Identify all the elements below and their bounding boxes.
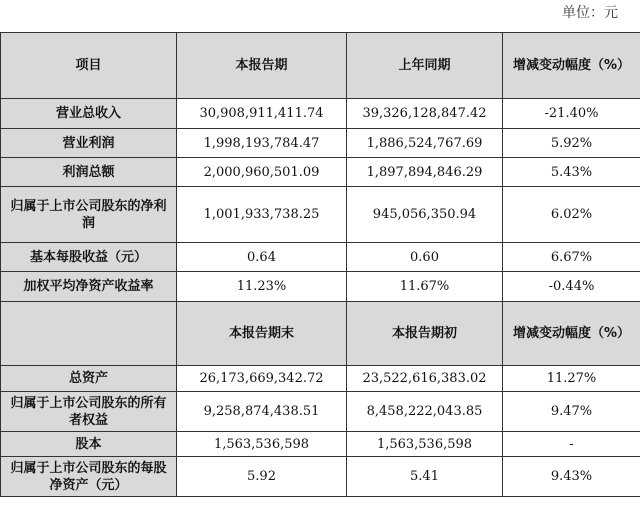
table-row bbox=[1, 243, 640, 272]
header-period-start: 本报告期初 bbox=[347, 302, 503, 366]
header-change: 增减变动幅度（%） bbox=[503, 302, 640, 366]
change-value: 6.02% bbox=[503, 187, 640, 243]
previous-value: 23,522,616,383.02 bbox=[347, 366, 503, 392]
unit-label: 单位：元 bbox=[562, 5, 618, 21]
previous-value: 39,326,128,847.42 bbox=[347, 99, 503, 129]
current-value: 5.92 bbox=[177, 457, 347, 497]
previous-value: 1,563,536,598 bbox=[347, 432, 503, 457]
change-value: 5.43% bbox=[503, 158, 640, 187]
current-value: 1,001,933,738.25 bbox=[177, 187, 347, 243]
current-value: 1,998,193,784.47 bbox=[177, 129, 347, 158]
previous-value: 945,056,350.94 bbox=[347, 187, 503, 243]
row-label: 归属于上市公司股东的净利润 bbox=[1, 187, 177, 243]
table-row bbox=[1, 457, 640, 497]
current-value: 2,000,960,501.09 bbox=[177, 158, 347, 187]
previous-value: 1,886,524,767.69 bbox=[347, 129, 503, 158]
previous-value: 11.67% bbox=[347, 272, 503, 302]
financial-summary-table bbox=[0, 32, 640, 497]
change-value: -0.44% bbox=[503, 272, 640, 302]
current-value: 9,258,874,438.51 bbox=[177, 392, 347, 432]
row-label: 营业利润 bbox=[1, 129, 177, 158]
change-value: 9.47% bbox=[503, 392, 640, 432]
header-change: 增减变动幅度（%） bbox=[503, 33, 640, 99]
current-value: 26,173,669,342.72 bbox=[177, 366, 347, 392]
previous-value: 5.41 bbox=[347, 457, 503, 497]
table-row bbox=[1, 129, 640, 158]
current-value: 0.64 bbox=[177, 243, 347, 272]
change-value: 11.27% bbox=[503, 366, 640, 392]
header-prior-period: 上年同期 bbox=[347, 33, 503, 99]
row-label: 利润总额 bbox=[1, 158, 177, 187]
current-value: 11.23% bbox=[177, 272, 347, 302]
previous-value: 8,458,222,043.85 bbox=[347, 392, 503, 432]
current-value: 30,908,911,411.74 bbox=[177, 99, 347, 129]
row-label: 加权平均净资产收益率 bbox=[1, 272, 177, 302]
change-value: 9.43% bbox=[503, 457, 640, 497]
row-label: 归属于上市公司股东的所有者权益 bbox=[1, 392, 177, 432]
change-value: -21.40% bbox=[503, 99, 640, 129]
header-current-period: 本报告期 bbox=[177, 33, 347, 99]
header-blank bbox=[1, 302, 177, 366]
table-row bbox=[1, 99, 640, 129]
change-value: 6.67% bbox=[503, 243, 640, 272]
table-row bbox=[1, 432, 640, 457]
row-label: 营业总收入 bbox=[1, 99, 177, 129]
row-label: 归属于上市公司股东的每股净资产（元） bbox=[1, 457, 177, 497]
section2-header-row bbox=[1, 302, 640, 366]
row-label: 股本 bbox=[1, 432, 177, 457]
table-row bbox=[1, 392, 640, 432]
section1-header-row bbox=[1, 33, 640, 99]
header-item: 项目 bbox=[1, 33, 177, 99]
table-row bbox=[1, 272, 640, 302]
change-value: - bbox=[503, 432, 640, 457]
row-label: 总资产 bbox=[1, 366, 177, 392]
header-period-end: 本报告期末 bbox=[177, 302, 347, 366]
previous-value: 1,897,894,846.29 bbox=[347, 158, 503, 187]
previous-value: 0.60 bbox=[347, 243, 503, 272]
table-row bbox=[1, 366, 640, 392]
table-row bbox=[1, 187, 640, 243]
row-label: 基本每股收益（元） bbox=[1, 243, 177, 272]
change-value: 5.92% bbox=[503, 129, 640, 158]
table-row bbox=[1, 158, 640, 187]
current-value: 1,563,536,598 bbox=[177, 432, 347, 457]
